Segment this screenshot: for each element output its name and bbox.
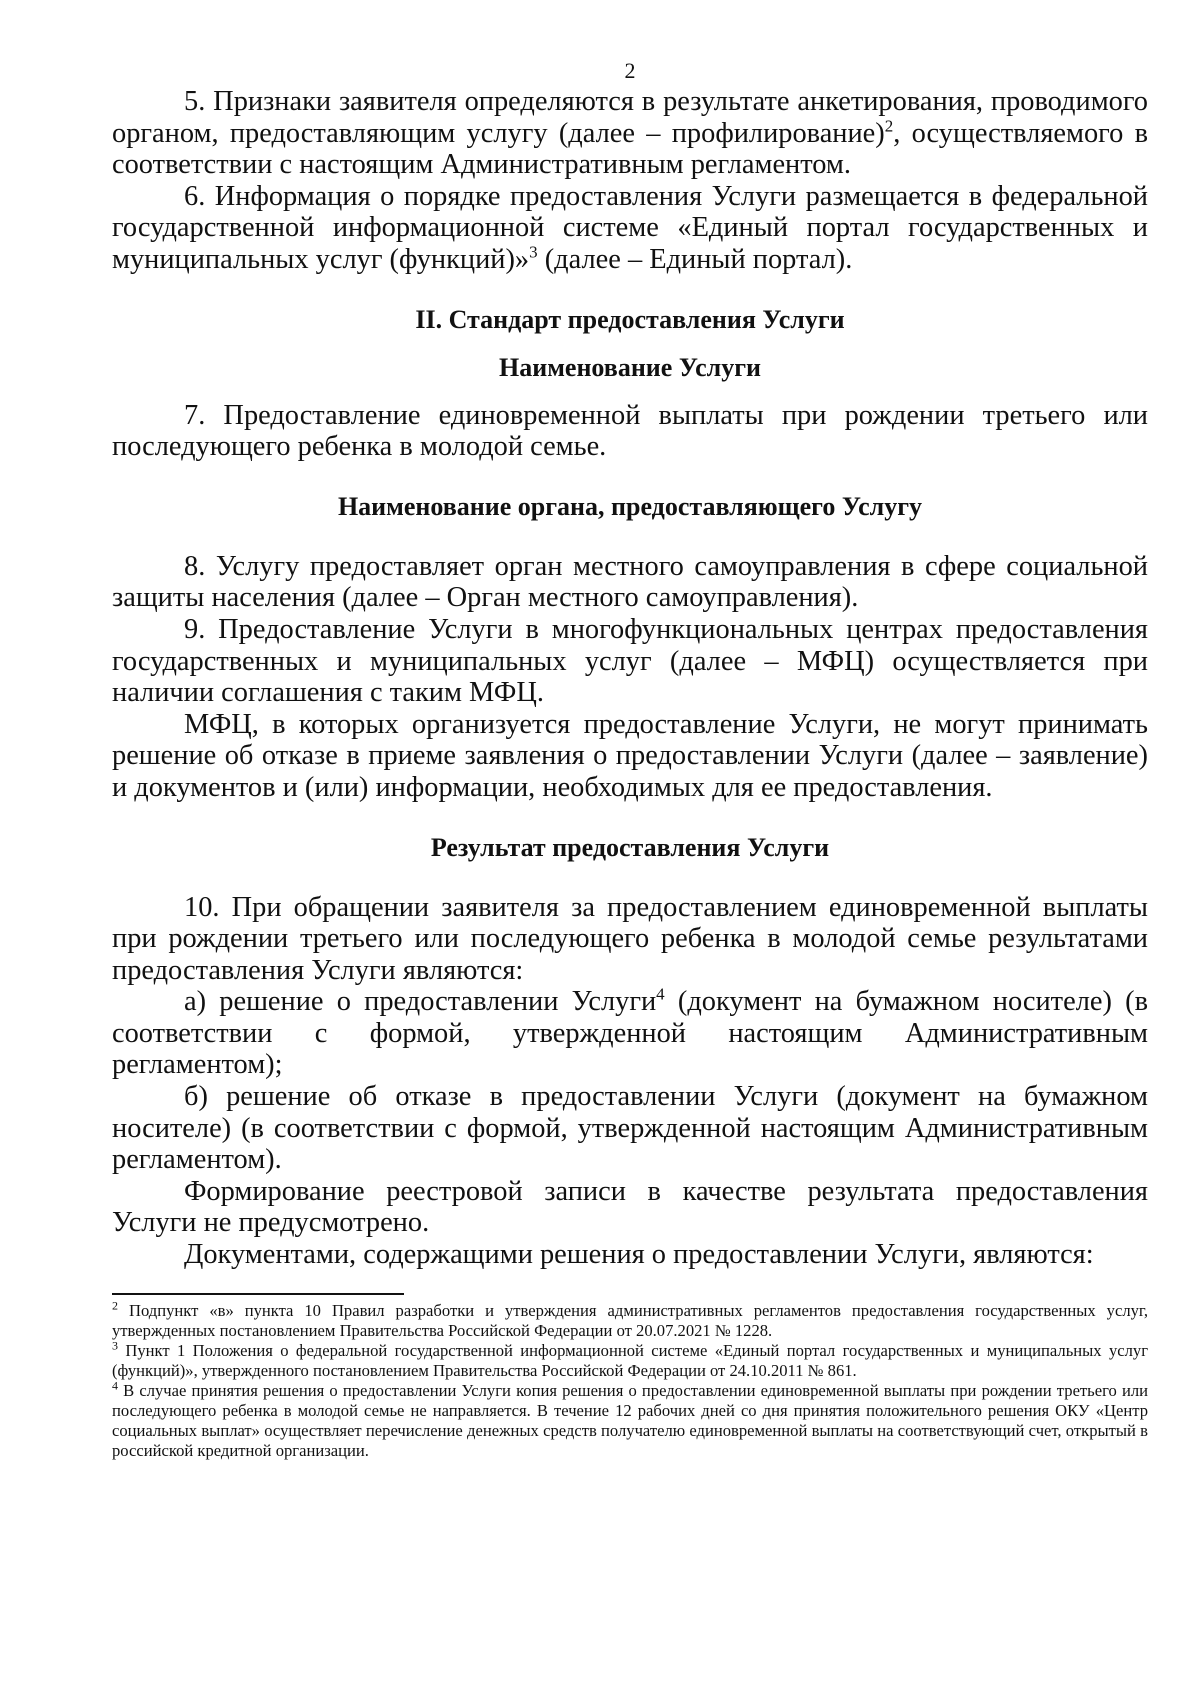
footnote-text: В случае принятия решения о предоставлении Услуги копия решения о предоставлении единовременной выплаты при рождении третьего или последующего ребенка в молодой семье не направляется. В течение 12 рабочих дней со дня принятия положительного решения ОКУ «Центр социальных выплат» осуществляет перечисление денежных средств получателю единовременной выплаты на соответствующий счет, открытый в российской кредитной организации. [112, 1380, 1148, 1460]
paragraph-text: , осуществляемого в соответствии с настоящим Административным регламентом. [112, 117, 1148, 181]
footnotes [112, 1298, 1148, 1461]
subsection-heading-name: Наименование Услуги [498, 352, 762, 382]
footnote-3 [112, 1338, 1148, 1381]
paragraph-9-mfc: МФЦ, в которых организуется предоставление Услуги, не могут принимать решение об отказе в приеме заявления о предоставлении Услуги (далее – заявление) и документов и (или) информации, необходимых для ее предоставления. [112, 708, 1148, 803]
paragraph-10-d: Документами, содержащими решения о предоставлении Услуги, являются: [184, 1239, 1094, 1271]
footnote-number: 2 [112, 1298, 118, 1313]
paragraph-text: а) решение о предоставлении Услуги [184, 986, 657, 1018]
paragraph-10-a [112, 986, 1148, 1081]
paragraph-text: (документ на бумажном носителе) (в соответствии с формой, утвержденной настоящим Административным регламентом); [112, 986, 1148, 1081]
paragraph-5 [112, 86, 1148, 181]
footnote-4 [112, 1378, 1148, 1461]
document-page [112, 58, 1148, 1461]
subsection-heading-result: Результат предоставления Услуги [430, 832, 830, 862]
paragraph-10-b: б) решение об отказе в предоставлении Услуги (документ на бумажном носителе) (в соответствии с формой, утвержденной настоящим Административным регламентом). [112, 1081, 1148, 1176]
paragraph-6 [112, 181, 1148, 276]
subsection-heading-organ: Наименование органа, предоставляющего Услугу [337, 491, 923, 521]
footnote-number: 3 [112, 1338, 118, 1353]
footnote-ref: 4 [656, 984, 665, 1004]
paragraph-text: 5. Признаки заявителя определяются в результате анкетирования, проводимого органом, предоставляющим услугу (далее – профилирование) [112, 86, 1148, 149]
section-heading: II. Стандарт предоставления Услуги [415, 304, 845, 334]
paragraph-9: 9. Предоставление Услуги в многофункциональных центрах предоставления государственных и муниципальных услуг (далее – МФЦ) осуществляется при наличии соглашения с таким МФЦ. [112, 613, 1148, 709]
footnote-text: Подпункт «в» пункта 10 Правил разработки и утверждения административных регламентов предоставления государственных услуг, утвержденных постановлением Правительства Российской Федерации от 20.07.2021 № 1228. [112, 1300, 1148, 1340]
paragraph-8: 8. Услугу предоставляет орган местного самоуправления в сфере социальной защиты населения (далее – Орган местного самоуправления). [112, 550, 1148, 614]
footnote-2 [112, 1298, 1148, 1341]
footnote-number: 4 [112, 1378, 118, 1393]
paragraph-text: 6. Информация о порядке предоставления Услуги размещается в федеральной государственной информационной системе «Единый портал государственных и муниципальных услуг (функций)» [112, 180, 1148, 275]
footnote-ref: 2 [884, 116, 894, 136]
paragraph-text: (далее – Единый портал). [537, 243, 853, 275]
footnote-ref: 3 [529, 242, 538, 262]
footnote-text: Пункт 1 Положения о федеральной государственной информационной системе «Единый портал государственных и муниципальных услуг (функций)», утвержденного постановлением Правительства Российской Федерации от 24.10.2011 № 861. [112, 1340, 1148, 1380]
paragraph-7: 7. Предоставление единовременной выплаты при рождении третьего или последующего ребенка в молодой семье. [112, 399, 1148, 463]
paragraph-10-c: Формирование реестровой записи в качестве результата предоставления Услуги не предусмотрено. [112, 1175, 1148, 1239]
paragraph-10: 10. При обращении заявителя за предоставлением единовременной выплаты при рождении третьего или последующего ребенка в молодой семье результатами предоставления Услуги являются: [112, 891, 1148, 986]
footnote-divider [112, 1293, 404, 1295]
page-number: 2 [624, 58, 636, 83]
